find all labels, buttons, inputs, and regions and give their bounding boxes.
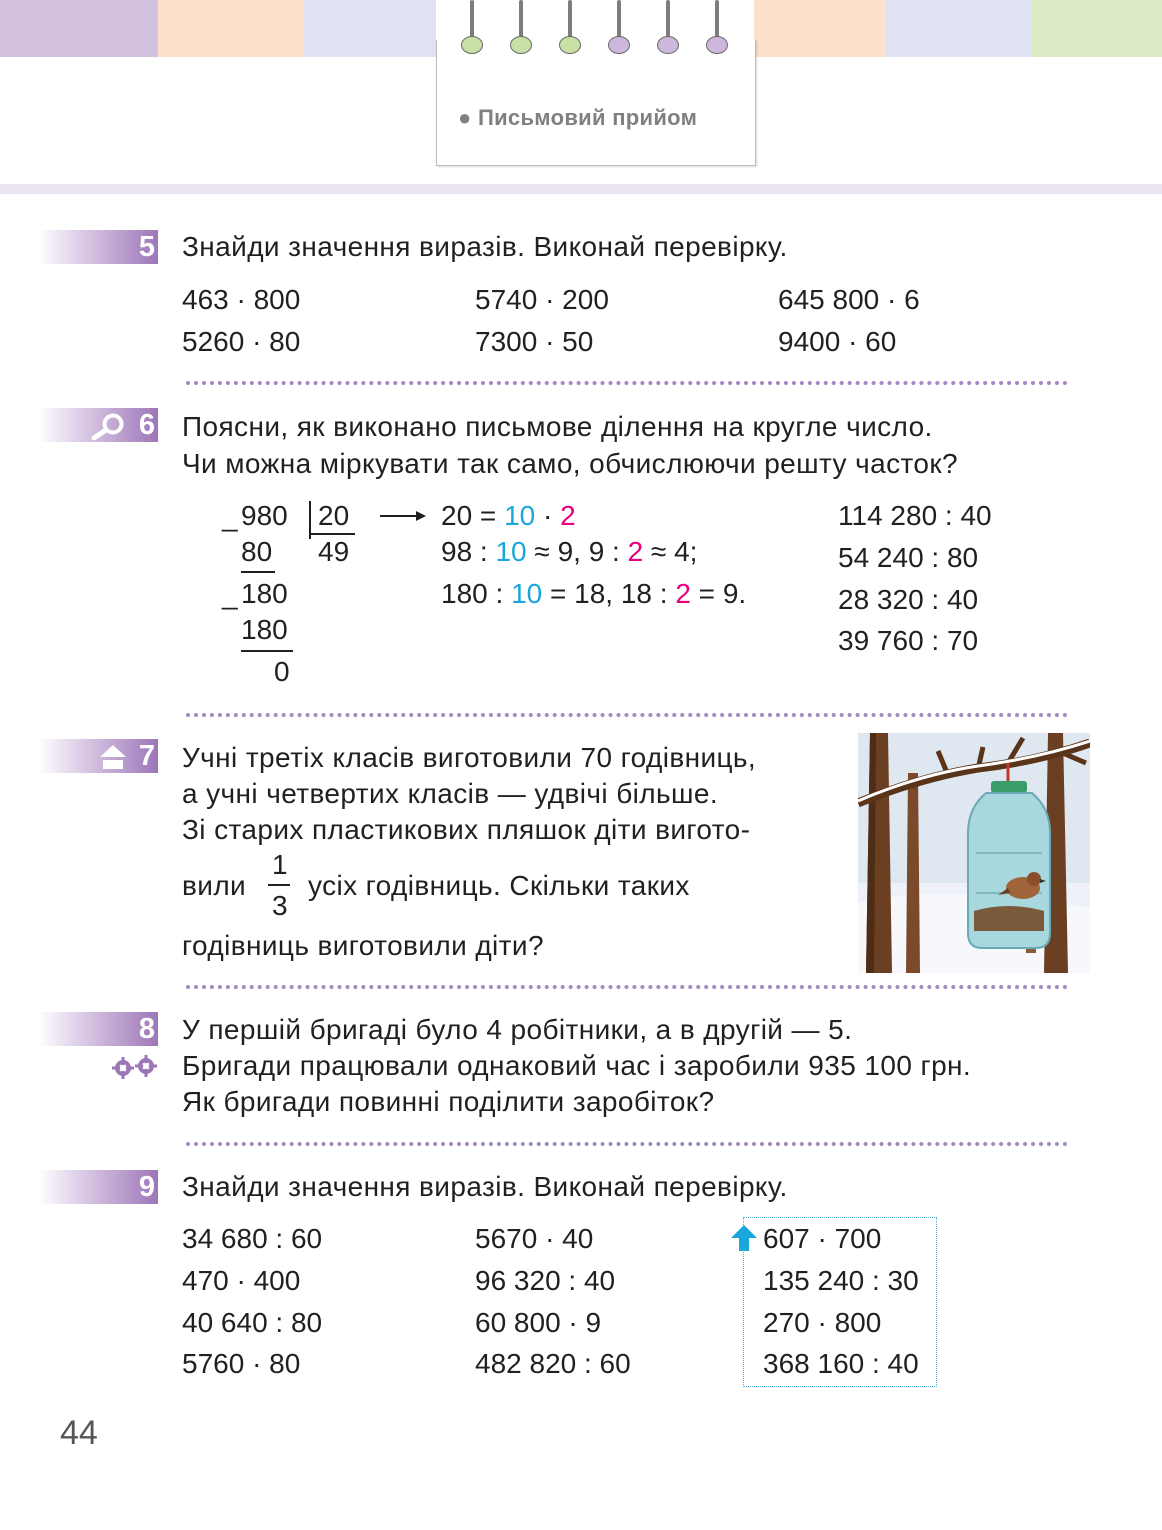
- top-strip-6: [1032, 0, 1162, 57]
- division-divisor: 20: [318, 500, 350, 531]
- spiral-ring-icon: [704, 0, 730, 56]
- top-strip-1: [0, 0, 158, 57]
- expression: 463 · 800: [182, 284, 301, 315]
- expl-highlight: 10: [495, 536, 527, 567]
- expl-text: = 9.: [690, 578, 747, 609]
- expression: 368 160 : 40: [763, 1348, 919, 1379]
- expression: 34 680 : 60: [182, 1223, 323, 1254]
- expression: 9400 · 60: [778, 326, 897, 357]
- top-strip-5: [886, 0, 1032, 57]
- spiral-ring-icon: [508, 0, 534, 56]
- explanation-line-2: [441, 535, 697, 569]
- spiral-ring-icon: [459, 0, 485, 56]
- expression: 60 800 · 9: [475, 1307, 602, 1338]
- gears-icon: [112, 1055, 158, 1079]
- fraction-bar: [268, 884, 290, 886]
- division-step: 80: [241, 536, 273, 567]
- task-8-text-line: Бригади працювали однаковий час і заробили 935 100 грн.: [182, 1050, 972, 1081]
- task-8-badge: [38, 1012, 158, 1046]
- section-divider: [186, 985, 1068, 989]
- expression: 470 · 400: [182, 1265, 301, 1296]
- division-underline: [241, 650, 293, 652]
- page-number: 44: [60, 1414, 98, 1452]
- expl-text: = 18, 18 :: [542, 578, 676, 609]
- division-dividend: 980: [241, 500, 288, 531]
- arrow-right-icon: [380, 508, 426, 524]
- task-9-text: Знайди значення виразів. Виконай перевірку.: [182, 1171, 788, 1202]
- task-8-text-line: У першій бригаді було 4 робітники, а в другій — 5.: [182, 1014, 853, 1045]
- task-number: 7: [138, 740, 155, 772]
- expl-highlight: 2: [675, 578, 691, 609]
- expression: 28 320 : 40: [838, 584, 979, 615]
- spiral-ring-icon: [557, 0, 583, 56]
- task-7-text-line: Учні третіх класів виготовили 70 годівниць,: [182, 742, 757, 773]
- expression: 54 240 : 80: [838, 542, 979, 573]
- explanation-line-3: [441, 577, 746, 611]
- division-step: 180: [241, 614, 288, 645]
- task-7-text-line: усіх годівниць. Скільки таких: [308, 870, 690, 901]
- section-divider: [186, 381, 1068, 385]
- task-number: 5: [138, 231, 155, 263]
- fraction-numerator: 1: [272, 849, 288, 880]
- expression: 5670 · 40: [475, 1223, 594, 1254]
- expl-text: 180 :: [441, 578, 512, 609]
- task-number: 8: [138, 1013, 155, 1045]
- task-5-text: Знайди значення виразів. Виконай перевірку.: [182, 231, 788, 262]
- division-step: 180: [241, 578, 288, 609]
- top-strip-4: [754, 0, 886, 57]
- expression: 135 240 : 30: [763, 1265, 919, 1296]
- division-remainder: 0: [274, 656, 290, 687]
- task-7-text-line: Зі старих пластикових пляшок діти вигото-: [182, 814, 751, 845]
- magnifier-icon: [88, 412, 128, 440]
- expression: 7300 · 50: [475, 326, 594, 357]
- spiral-ring-icon: [606, 0, 632, 56]
- fraction-denominator: 3: [272, 890, 288, 921]
- expl-text: ·: [535, 500, 561, 531]
- division-underline: [241, 571, 275, 573]
- expl-text: ≈ 4;: [643, 536, 698, 567]
- expl-text: 20 =: [441, 500, 505, 531]
- header-band: [0, 184, 1162, 194]
- expression: 96 320 : 40: [475, 1265, 616, 1296]
- expression: 114 280 : 40: [838, 500, 992, 531]
- bird-feeder-illustration: [858, 733, 1090, 973]
- expression: 645 800 · 6: [778, 284, 920, 315]
- topic-title: ● Письмовий прийом: [458, 105, 698, 130]
- expl-highlight: 2: [627, 536, 644, 567]
- expression: 5760 · 80: [182, 1348, 301, 1379]
- section-divider: [186, 1142, 1068, 1146]
- expression: 39 760 : 70: [838, 625, 979, 656]
- task-6-badge: [38, 408, 158, 442]
- expression: 5740 · 200: [475, 284, 609, 315]
- division-quotient: 49: [318, 536, 350, 567]
- topic-card: [436, 40, 756, 166]
- expression: 40 640 : 80: [182, 1307, 323, 1338]
- home-icon: [98, 743, 128, 771]
- expl-highlight: 2: [560, 500, 576, 531]
- up-arrow-icon: [730, 1224, 758, 1252]
- expl-highlight: 10: [511, 578, 543, 609]
- task-6-text-line: Поясни, як виконано письмове ділення на кругле число.: [182, 411, 933, 442]
- explanation-line-1: [441, 499, 576, 533]
- division-minus: _: [222, 579, 238, 610]
- task-7-text-line: вили: [182, 870, 247, 901]
- task-8-text-line: Як бригади повинні поділити заробіток?: [182, 1086, 715, 1117]
- top-strip-2: [158, 0, 304, 57]
- expression: 270 · 800: [763, 1307, 882, 1338]
- task-7-text-line: годівниць виготовили діти?: [182, 930, 544, 961]
- expression: 482 820 : 60: [475, 1348, 631, 1379]
- task-5-badge: [38, 230, 158, 264]
- task-number: 9: [138, 1171, 155, 1203]
- top-strip-3: [304, 0, 436, 57]
- expression: 5260 · 80: [182, 326, 301, 357]
- expl-highlight: 10: [504, 500, 536, 531]
- task-6-text-line: Чи можна міркувати так само, обчислюючи решту часток?: [182, 448, 958, 479]
- expression: 607 · 700: [763, 1223, 882, 1254]
- expl-text: 98 :: [441, 536, 496, 567]
- task-9-badge: [38, 1170, 158, 1204]
- spiral-ring-icon: [655, 0, 681, 56]
- section-divider: [186, 713, 1068, 717]
- task-number: 6: [138, 409, 155, 441]
- task-7-text-line: а учні четвертих класів — удвічі більше.: [182, 778, 719, 809]
- division-minus: _: [222, 501, 238, 532]
- task-7-badge: [38, 739, 158, 773]
- expl-text: ≈ 9, 9 :: [526, 536, 628, 567]
